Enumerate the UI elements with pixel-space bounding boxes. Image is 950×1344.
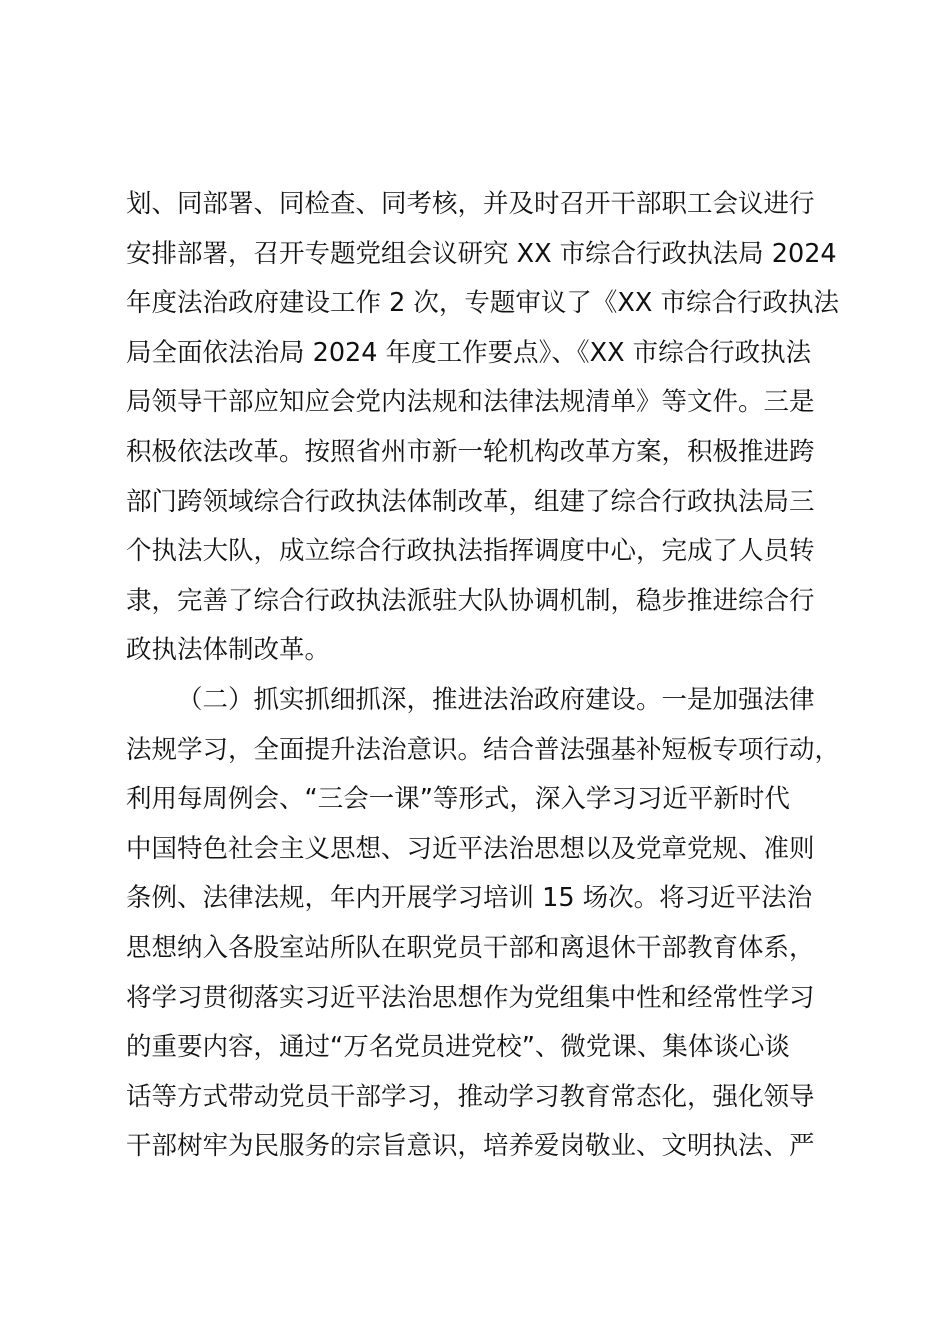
text-line: 年度法治政府建设工作 2 次，专题审议了《XX 市综合行政执法 (126, 288, 839, 319)
text-line: 将学习贯彻落实习近平法治思想作为党组集中性和经常性学习 (126, 982, 815, 1013)
text-line: 划、同部署、同检查、同考核，并及时召开干部职工会议进行 (126, 189, 815, 219)
text-line: 话等方式带动党员干部学习，推动学习教育常态化，强化领导 (126, 1081, 815, 1112)
text-line: 局全面依法治局 2024 年度工作要点》、《XX 市综合行政执法 (126, 337, 812, 368)
text-line: 政执法体制改革。 (126, 635, 331, 666)
text-line: 利用每周例会、“三会一课”等形式，深入学习习近平新时代 (126, 784, 790, 815)
text-line: 积极依法改革。按照省州市新一轮机构改革方案，积极推进跨 (126, 436, 815, 467)
body-text (126, 180, 846, 1172)
text-line: 条例、法律法规，年内开展学习培训 15 场次。将习近平法治 (126, 883, 813, 914)
text-line: 隶，完善了综合行政执法派驻大队协调机制，稳步推进综合行 (126, 585, 815, 616)
text-line: 局领导干部应知应会党内法规和法律法规清单》等文件。三是 (126, 387, 815, 418)
text-line: （二）抓实抓细抓深，推进法治政府建设。一是加强法律 (177, 684, 815, 715)
text-line: 的重要内容，通过“万名党员进党校”、微党课、集体谈心谈 (126, 1032, 790, 1063)
text-line: 干部树牢为民服务的宗旨意识，培养爱岗敬业、文明执法、严 (126, 1131, 815, 1162)
text-line: 部门跨领域综合行政执法体制改革，组建了综合行政执法局三 (126, 486, 815, 517)
text-line: 安排部署，召开专题党组会议研究 XX 市综合行政执法局 2024 (126, 238, 837, 269)
text-line: 中国特色社会主义思想、习近平法治思想以及党章党规、准则 (126, 833, 815, 864)
text-line: 思想纳入各股室站所队在职党员干部和离退休干部教育体系， (126, 932, 815, 963)
text-line: 法规学习，全面提升法治意识。结合普法强基补短板专项行动， (126, 734, 841, 765)
text-line: 个执法大队，成立综合行政执法指挥调度中心，完成了人员转 (126, 536, 815, 567)
